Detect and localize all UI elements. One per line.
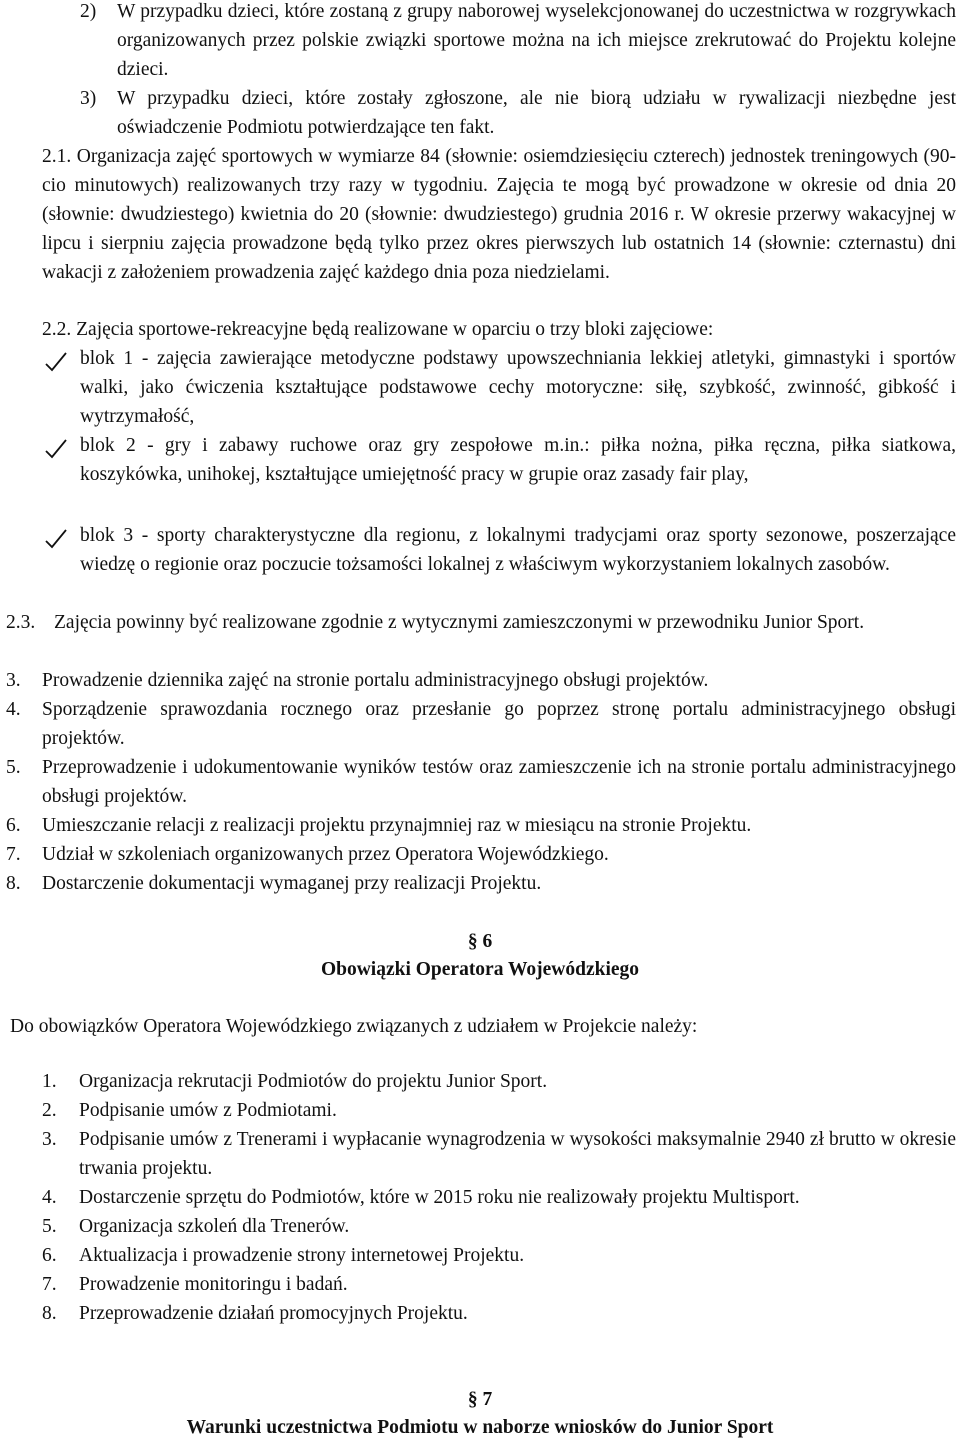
item-text: Przeprowadzenie i udokumentowanie wyników testów oraz zamieszczenie ich na stronie portalu administracyjnego obsługi projektów. [42,757,956,807]
item-text: Organizacja szkoleń dla Trenerów. [79,1216,350,1237]
list-item [42,1096,956,1125]
item-text: Przeprowadzenie działań promocyjnych Projektu. [79,1303,468,1324]
block-item: blok 1 - zajęcia zawierające metodyczne podstawy upowszechniania lekkiej atletyki, gimnastyki i sportów walki, jako ćwiczenia kształtujące podstawowe cechy motoryczne: siłę, szybkość, zwinność, gibkość i wytrzymałość, [80,348,956,427]
list-item [6,811,956,840]
item-number: 8. [42,1303,57,1324]
item-text: Organizacja rekrutacji Podmiotów do projektu Junior Sport. [79,1071,548,1092]
item-number: 6. [42,1245,57,1266]
item-number: 4. [42,1187,57,1208]
list-item [6,666,956,695]
item-number: 2. [42,1100,57,1121]
item-text: Prowadzenie dziennika zajęć na stronie portalu administracyjnego obsługi projektów. [42,670,709,691]
item-number: 7. [6,844,21,865]
list-item [42,1125,956,1183]
item-number: 6. [6,815,21,836]
list-item [6,753,956,811]
section-number: § 7 [467,1389,493,1410]
list-item [6,869,956,898]
list-item [42,1212,956,1241]
item-text: W przypadku dzieci, które zostały zgłoszone, ale nie biorą udziału w rywalizacji niezbędne jest oświadczenie Podmiotu potwierdzające ten fakt. [117,88,956,138]
block-item: blok 2 - gry i zabawy ruchowe oraz gry zespołowe m.in.: piłka nożna, piłka ręczna, piłka siatkowa, koszykówka, unihokej, kształtujące umiejętność pracy w grupie oraz zasady fair play, [80,435,956,485]
paragraph-number: 2.2. [42,319,72,340]
paragraph-text: Organizacja zajęć sportowych w wymiarze 84 (słownie: osiemdziesięciu czterech) jednostek treningowych (90-cio minutowych) realizowanych trzy razy w tygodniu. Zajęcia te mogą być prowadzone w okresie od dnia 20 (słownie: dwudziestego) kwietnia do 20 (słownie: dwudziestego) grudnia 2016 r. W okresie przerwy wakacyjnej w lipcu i sierpniu zajęcia prowadzone będą tylko przez okres pierwszych lub ostatnich 14 (słownie: czternastu) dni wakacji z założeniem prowadzenia zajęć każdego dnia poza niedzielami. [42,146,957,283]
list-item [42,1183,956,1212]
section-intro: Do obowiązków Operatora Wojewódzkiego związanych z udziałem w Projekcie należy: [10,1016,698,1037]
item-number: 3. [6,670,21,691]
list-item [42,1067,956,1096]
paragraph-2-1 [42,142,956,287]
list-item [42,1299,956,1328]
section-title: Warunki uczestnictwa Podmiotu w naborze wniosków do Junior Sport [186,1417,774,1438]
item-text: Umieszczanie relacji z realizacji projektu przynajmniej raz w miesiącu na stronie Projektu. [42,815,752,836]
paragraph-2-2 [42,315,956,344]
item-number: 4. [6,699,21,720]
block-item: blok 3 - sporty charakterystyczne dla regionu, z lokalnymi tradycjami oraz sporty sezonowe, poszerzające wiedzę o regionie oraz poczucie tożsamości lokalnej z właściwym wykorzystaniem lokalnych zasobów. [80,525,956,575]
paragraph-text: Zajęcia sportowe-rekreacyjne będą realizowane w oparciu o trzy bloki zajęciowe: [76,319,714,340]
list-item [6,695,956,753]
item-number: 1. [42,1071,57,1092]
item-number: 5. [42,1216,57,1237]
item-text: Podpisanie umów z Trenerami i wypłacanie wynagrodzenia w wysokości maksymalnie 2940 zł brutto w okresie trwania projektu. [79,1129,956,1179]
list-item [80,84,956,142]
item-text: Udział w szkoleniach organizowanych przez Operatora Wojewódzkiego. [42,844,609,865]
numbered-list [6,666,956,898]
item-number: 5. [6,757,21,778]
list-item [80,0,956,84]
section-number: § 6 [467,931,493,952]
list-item [42,1270,956,1299]
check-mark-icon [44,437,68,461]
item-number: 3) [80,88,97,109]
item-text: W przypadku dzieci, które zostaną z grupy naborowej wyselekcjonowanej do uczestnictwa w rozgrywkach organizowanych przez polskie związki sportowe można na ich miejsce zrekrutować do Projektu kolejne dzieci. [117,1,956,80]
duties-list [42,1067,956,1328]
check-mark-icon [44,527,68,551]
list-item [6,840,956,869]
item-text: Dostarczenie sprzętu do Podmiotów, które w 2015 roku nie realizowały projektu Multisport. [79,1187,800,1208]
item-text: Prowadzenie monitoringu i badań. [79,1274,348,1295]
item-number: 2) [80,1,97,22]
item-text: Aktualizacja i prowadzenie strony internetowej Projektu. [79,1245,525,1266]
section-title: Obowiązki Operatora Wojewódzkiego [320,959,640,980]
check-mark-icon [44,350,68,374]
paragraph-number: 2.3. [6,612,36,633]
list-item [42,1241,956,1270]
item-text: Dostarczenie dokumentacji wymaganej przy realizacji Projektu. [42,873,542,894]
paragraph-2-3 [6,608,956,637]
item-number: 8. [6,873,21,894]
item-text: Sporządzenie sprawozdania rocznego oraz przesłanie go poprzez stronę portalu administracyjnego obsługi projektów. [42,699,956,749]
item-text: Podpisanie umów z Podmiotami. [79,1100,337,1121]
paragraph-text: Zajęcia powinny być realizowane zgodnie z wytycznymi zamieszczonymi w przewodniku Junior Sport. [54,612,865,633]
item-number: 3. [42,1129,57,1150]
paragraph-number: 2.1. [42,146,72,167]
item-number: 7. [42,1274,57,1295]
